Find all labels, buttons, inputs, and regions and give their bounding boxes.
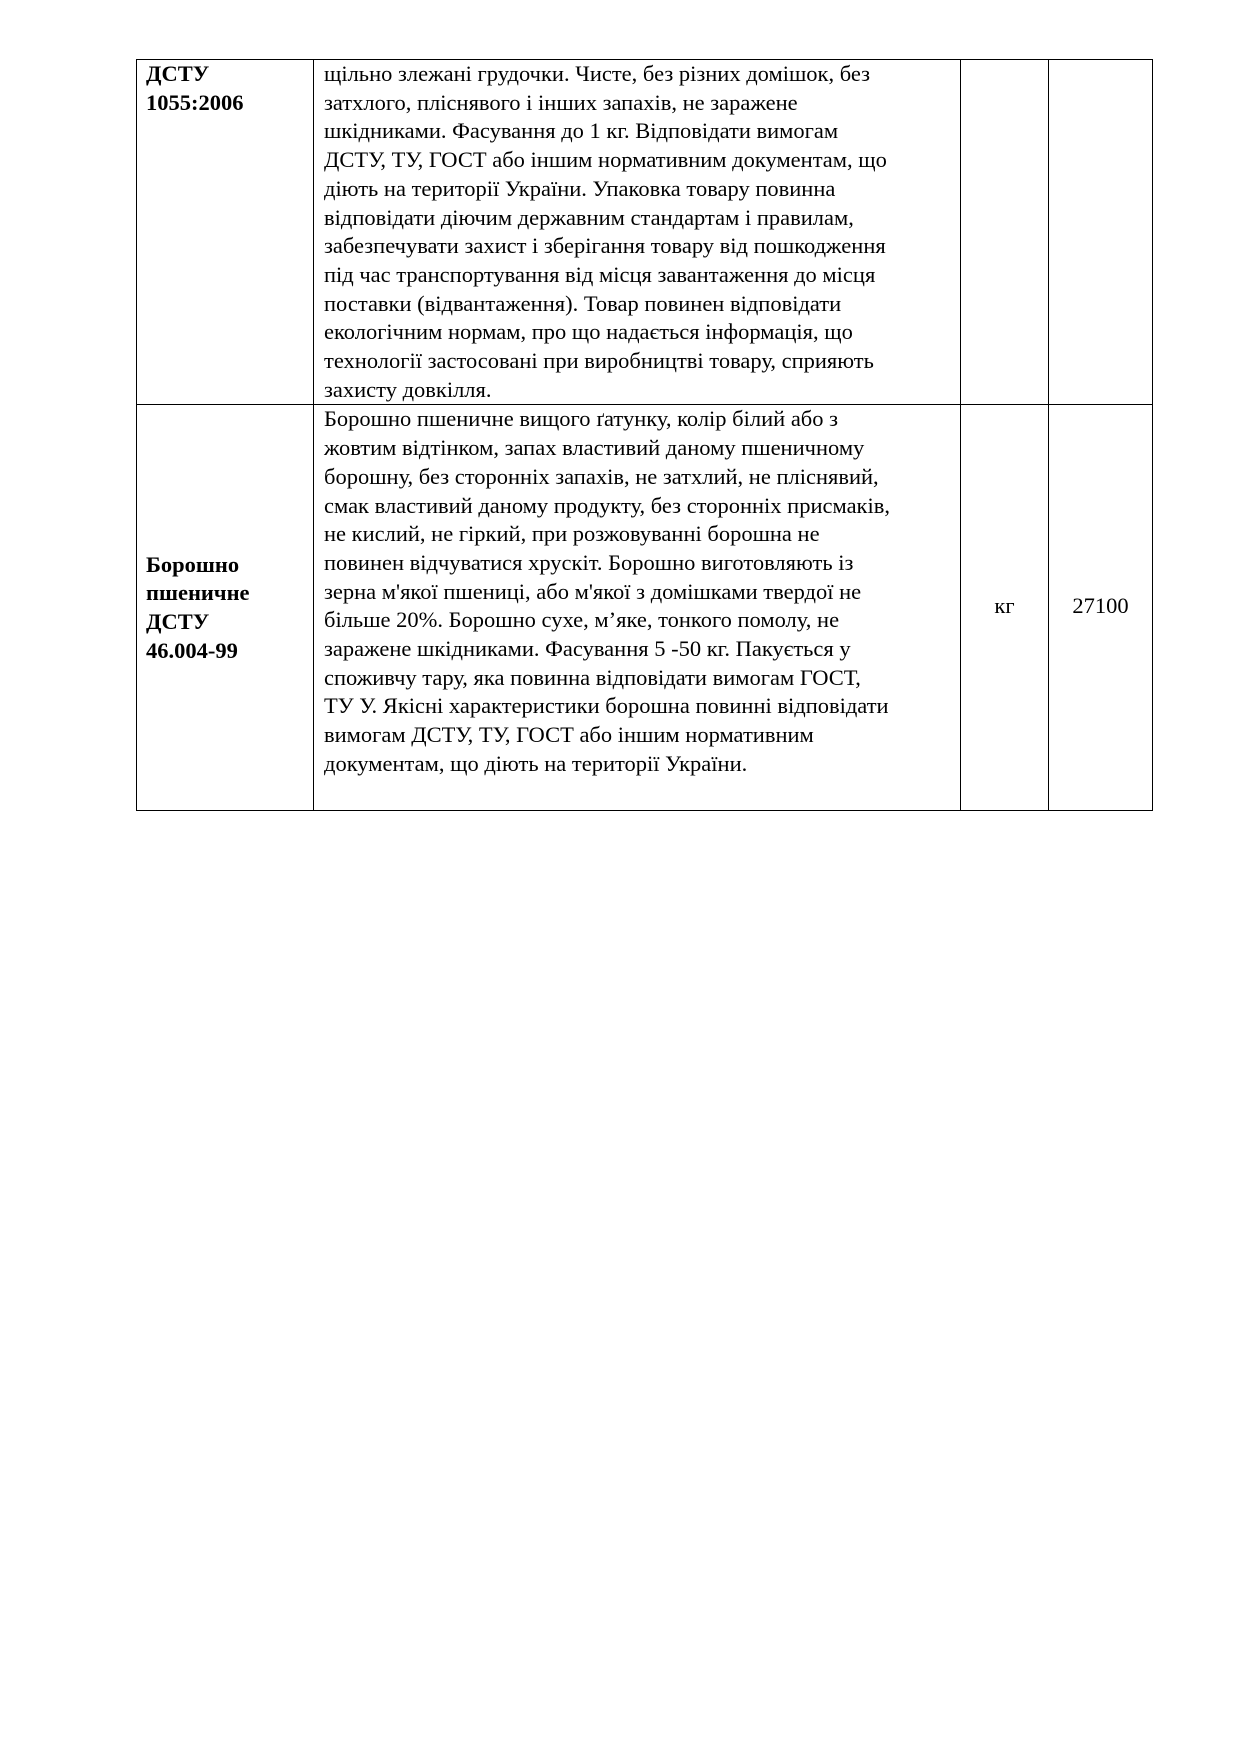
description-line: повинен відчуватися хрускіт. Борошно виготовляють із [324, 549, 854, 575]
description-line: споживчу тару, яка повинна відповідати вимогам ГОСТ, [324, 664, 861, 690]
description-line: екологічним нормам, про що надається інформація, що [324, 319, 853, 345]
product-name-line: ДСТУ [146, 608, 210, 634]
description-line: забезпечувати захист і зберігання товару від пошкодження [324, 233, 886, 259]
description-line: смак властивий даному продукту, без сторонніх присмаків, [324, 492, 890, 518]
description-line: ДСТУ, ТУ, ГОСТ або іншим нормативним документам, що [324, 147, 887, 173]
unit-cell [961, 60, 1049, 405]
table-row [137, 405, 1153, 811]
product-name-cell [137, 405, 314, 811]
description-line: затхлого, пліснявого і інших запахів, не заражене [324, 89, 798, 115]
description-line: шкідниками. Фасування до 1 кг. Відповідати вимогам [324, 118, 839, 144]
description-line: більше 20%. Борошно сухе, м’яке, тонкого помолу, не [324, 607, 840, 633]
product-name-line: пшеничне [146, 580, 250, 606]
description-line: вимогам ДСТУ, ТУ, ГОСТ або іншим нормативним [324, 722, 814, 748]
product-name-line: ДСТУ [146, 61, 210, 86]
table-row [137, 60, 1153, 405]
description-line: діють на території України. Упаковка товару повинна [324, 175, 836, 201]
description-line: щільно злежані грудочки. Чисте, без різних домішок, без [324, 61, 871, 86]
product-name-line: 46.004-99 [146, 637, 238, 663]
product-name-line: Борошно [146, 551, 240, 577]
product-description-cell [314, 60, 961, 405]
description-line: документам, що діють на території України. [324, 750, 748, 776]
product-name-line: 1055:2006 [146, 89, 244, 115]
description-line: ТУ У. Якісні характеристики борошна повинні відповідати [324, 693, 889, 719]
description-line: захисту довкілля. [324, 376, 492, 402]
specification-table [136, 59, 1153, 811]
description-line: Борошно пшеничне вищого ґатунку, колір білий або з [324, 406, 839, 432]
description-line: зерна м'якої пшениці, або м'якої з домішками твердої не [324, 578, 862, 604]
unit-cell: кг [961, 405, 1049, 811]
description-line: заражене шкідниками. Фасування 5 -50 кг. Пакується у [324, 636, 851, 662]
description-line: борошну, без сторонніх запахів, не затхлий, не пліснявий, [324, 463, 879, 489]
description-line: відповідати діючим державним стандартам і правилам, [324, 204, 854, 230]
product-description-cell [314, 405, 961, 811]
description-line: не кислий, не гіркий, при розжовуванні борошна не [324, 521, 820, 547]
description-line: жовтим відтінком, запах властивий даному пшеничному [324, 435, 865, 461]
description-line: під час транспортування від місця завантаження до місця [324, 261, 876, 287]
quantity-cell: 27100 [1049, 405, 1153, 811]
description-line: поставки (відвантаження). Товар повинен відповідати [324, 290, 842, 316]
description-line: технології застосовані при виробництві товару, сприяють [324, 348, 874, 374]
quantity-cell [1049, 60, 1153, 405]
product-name-cell [137, 60, 314, 405]
